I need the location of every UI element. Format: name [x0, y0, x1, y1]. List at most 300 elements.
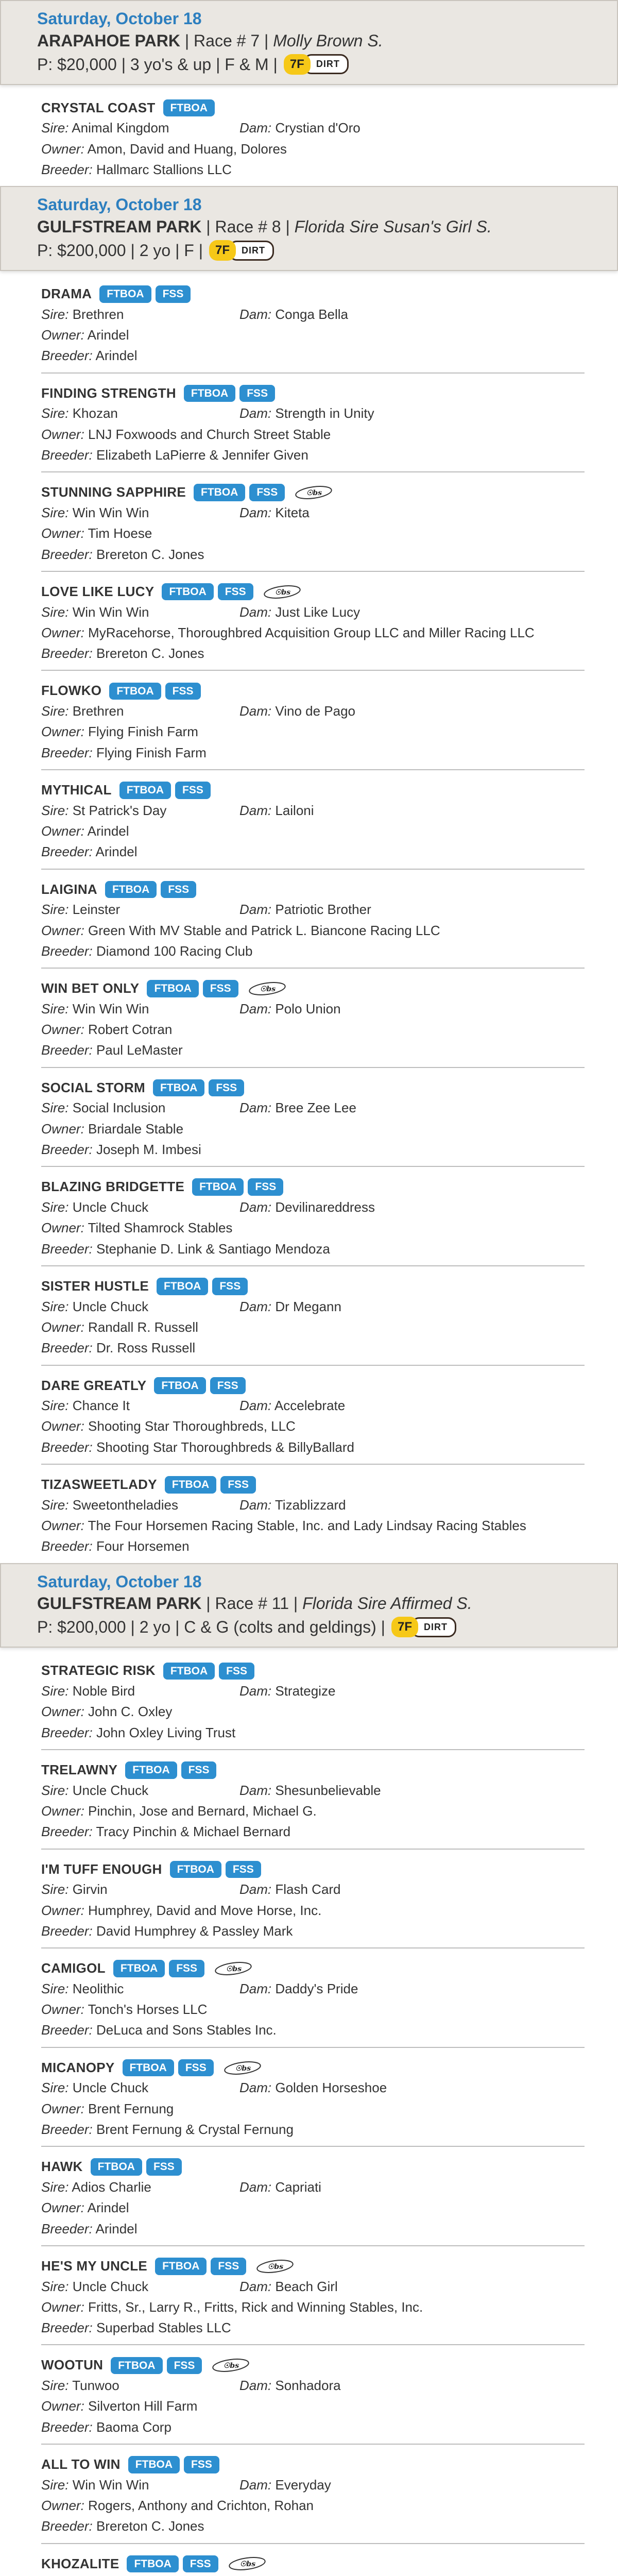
fss-badge: FSS: [146, 2158, 182, 2176]
owner-value: Robert Cotran: [88, 1022, 173, 1038]
owner-field: [41, 139, 585, 159]
owner-label: Owner:: [41, 823, 84, 839]
ftboa-badge: FTBOA: [163, 1663, 215, 1680]
dam-value: Beach Girl: [275, 2278, 338, 2294]
sire-value: Uncle Chuck: [72, 1199, 149, 1215]
owner-field: [41, 1317, 585, 1337]
separator: |: [206, 1594, 215, 1613]
sire-value: Social Inclusion: [72, 1100, 166, 1116]
horse-entry: [41, 969, 585, 1068]
sire-label: Sire:: [41, 2179, 69, 2195]
pedigree-row: [41, 2573, 585, 2576]
fss-badge: FSS: [218, 583, 253, 601]
race-number: Race # 11: [215, 1594, 289, 1613]
pedigree-row: [41, 117, 585, 138]
breeder-field: [41, 2218, 585, 2239]
breeder-field: [41, 2516, 585, 2536]
badge-group: [155, 2258, 295, 2275]
horse-name-row: [41, 1177, 585, 1197]
distance-badge: 7F: [391, 1617, 418, 1637]
sire-field: [41, 304, 239, 325]
separator: |: [293, 1594, 303, 1613]
sire-field: [41, 117, 239, 138]
horse-name-row: [41, 1959, 585, 1978]
sire-field: [41, 1495, 239, 1515]
owner-value: Arindel: [87, 823, 129, 839]
breeder-field: [41, 345, 585, 366]
sire-label: Sire:: [41, 2477, 69, 2493]
breeder-value: Arindel: [95, 348, 138, 364]
horse-name-row: [41, 98, 585, 118]
horse-name-row: [41, 979, 585, 998]
breeder-value: John Oxley Living Trust: [96, 1724, 236, 1740]
owner-label: Owner:: [41, 2200, 84, 2216]
horse-name-row: [41, 2355, 585, 2375]
sire-value: Leinster: [72, 902, 121, 918]
horse-name: SISTER HUSTLE: [41, 1278, 149, 1294]
pedigree-row: [41, 403, 585, 423]
pedigree-row: [41, 502, 585, 523]
horse-name: LAIGINA: [41, 881, 97, 897]
dam-value: Bree Zee Lee: [275, 1100, 356, 1116]
dam-value: Polo Union: [275, 1001, 341, 1016]
dam-label: Dam:: [239, 604, 272, 620]
sire-value: Win Win Win: [72, 2477, 149, 2493]
breeder-label: Breeder:: [41, 1824, 93, 1840]
race-name: Florida Sire Affirmed S.: [302, 1594, 472, 1613]
breeder-label: Breeder:: [41, 2419, 93, 2435]
owner-value: Amon, David and Huang, Dolores: [87, 141, 287, 157]
owner-value: Tilted Shamrock Stables: [88, 1220, 233, 1236]
fss-badge: FSS: [239, 385, 275, 402]
ftboa-badge: FTBOA: [105, 881, 157, 899]
dam-label: Dam:: [239, 1782, 272, 1798]
breeder-value: Joseph M. Imbesi: [96, 1142, 201, 1158]
owner-value: LNJ Foxwoods and Church Street Stable: [88, 426, 331, 442]
breeder-label: Breeder:: [41, 1439, 93, 1455]
owner-field: [41, 821, 585, 841]
horse-name-row: [41, 1661, 585, 1681]
race-title: [37, 1592, 608, 1615]
owner-value: Randall R. Russell: [88, 1319, 198, 1335]
fss-badge: FSS: [248, 1178, 283, 1196]
ftboa-badge: FTBOA: [184, 385, 235, 402]
owner-field: [41, 2297, 585, 2317]
breeder-label: Breeder:: [41, 1142, 93, 1158]
breeder-label: Breeder:: [41, 1538, 93, 1554]
horse-name: WIN BET ONLY: [41, 980, 140, 996]
horse-entry: [41, 88, 585, 187]
dam-field: [239, 998, 341, 1019]
fss-badge: FSS: [169, 1960, 204, 1977]
horse-name: HAWK: [41, 2159, 83, 2175]
dam-label: Dam:: [239, 1100, 272, 1116]
pedigree-row: [41, 899, 585, 920]
track-name: GULFSTREAM PARK: [37, 217, 202, 236]
sire-label: Sire:: [41, 504, 69, 520]
ftboa-badge: FTBOA: [99, 285, 151, 303]
breeder-field: [41, 941, 585, 961]
owner-field: [41, 1118, 585, 1139]
dam-field: [239, 2475, 331, 2495]
pedigree-row: [41, 998, 585, 1019]
svg-text:☉bs: ☉bs: [306, 489, 322, 498]
dam-value: Crystian d'Oro: [275, 120, 360, 136]
badge-group: [163, 1663, 259, 1680]
fss-badge: FSS: [175, 782, 211, 799]
horse-entry: [41, 1167, 585, 1266]
breeder-label: Breeder:: [41, 2320, 93, 2336]
svg-text:☉bs: ☉bs: [260, 985, 276, 994]
badge-group: [184, 385, 279, 402]
owner-label: Owner:: [41, 922, 84, 938]
breeder-value: DeLuca and Sons Stables Inc.: [96, 2022, 277, 2038]
dam-value: Just Like Lucy: [275, 604, 360, 620]
dam-value: Daddy's Pride: [275, 1980, 358, 1996]
breeder-value: Elizabeth LaPierre & Jennifer Given: [96, 447, 308, 463]
dam-field: [239, 2177, 321, 2197]
dam-value: Sonhadora: [275, 2378, 341, 2394]
race-name: Molly Brown S.: [273, 31, 383, 50]
horse-name-row: [41, 2554, 585, 2574]
breeder-field: [41, 1337, 585, 1358]
horse-entry: [41, 1465, 585, 1563]
horse-entry: [41, 671, 585, 770]
badge-group: [91, 2158, 186, 2176]
badge-group: [162, 583, 301, 601]
sire-label: Sire:: [41, 2080, 69, 2096]
horse-entry: [41, 472, 585, 572]
obs-sale-icon: [248, 981, 287, 996]
breeder-value: Arindel: [95, 844, 138, 860]
race-conditions-row: [37, 52, 608, 77]
sire-field: [41, 602, 239, 622]
separator: |: [184, 31, 194, 50]
dam-label: Dam:: [239, 2477, 272, 2493]
fss-badge: FSS: [165, 683, 201, 700]
sire-label: Sire:: [41, 2278, 69, 2294]
dam-label: Dam:: [239, 902, 272, 918]
dam-field: [239, 1495, 346, 1515]
dam-field: [239, 1296, 341, 1317]
breeder-label: Breeder:: [41, 1724, 93, 1740]
horse-entry: [41, 2147, 585, 2246]
dam-value: Flash Card: [275, 1882, 341, 1897]
ftboa-badge: FTBOA: [154, 1377, 205, 1395]
fss-badge: FSS: [181, 1761, 217, 1779]
svg-text:☉bs: ☉bs: [274, 588, 290, 597]
sire-field: [41, 2276, 239, 2297]
sire-label: Sire:: [41, 1001, 69, 1016]
sire-label: Sire:: [41, 1298, 69, 1314]
sire-label: Sire:: [41, 1782, 69, 1798]
separator: |: [285, 217, 295, 236]
obs-sale-icon: [228, 2556, 267, 2571]
sire-label: Sire:: [41, 802, 69, 818]
ftboa-badge: FTBOA: [91, 2158, 142, 2176]
dam-label: Dam:: [239, 1298, 272, 1314]
owner-label: Owner:: [41, 426, 84, 442]
sire-value: Tunwoo: [72, 2378, 119, 2394]
race-section: [0, 0, 618, 186]
surface-badge: DIRT: [411, 1617, 456, 1637]
owner-value: Shooting Star Thoroughbreds, LLC: [88, 1418, 296, 1434]
breeder-value: Dr. Ross Russell: [96, 1340, 196, 1356]
breeder-label: Breeder:: [41, 348, 93, 364]
dam-field: [239, 1681, 335, 1701]
owner-value: Tim Hoese: [88, 526, 152, 541]
track-name: GULFSTREAM PARK: [37, 1594, 202, 1613]
horse-name-row: [41, 880, 585, 900]
dam-field: [239, 2276, 338, 2297]
obs-sale-icon: [263, 585, 302, 599]
owner-value: Humphrey, David and Move Horse, Inc.: [88, 1902, 322, 1918]
dam-value: Accelebrate: [274, 1398, 346, 1414]
sire-field: [41, 998, 239, 1019]
pedigree-row: [41, 2077, 585, 2098]
owner-field: [41, 2495, 585, 2516]
breeder-value: Flying Finish Farm: [96, 744, 207, 760]
fss-badge: FSS: [183, 2555, 218, 2573]
sire-value: Khozan: [72, 405, 118, 421]
breeder-label: Breeder:: [41, 162, 93, 178]
sire-value: Adios Charlie: [72, 2179, 151, 2195]
dam-value: Vino de Pago: [275, 703, 356, 719]
owner-field: [41, 1999, 585, 2020]
sire-field: [41, 502, 239, 523]
svg-text:☉bs: ☉bs: [235, 2064, 251, 2073]
race-date: Saturday, October 18: [37, 195, 202, 214]
sire-field: [41, 1296, 239, 1317]
dam-value: Kiteta: [275, 504, 310, 520]
ftboa-badge: FTBOA: [165, 1476, 216, 1494]
horse-name: STUNNING SAPPHIRE: [41, 484, 186, 500]
breeder-field: [41, 2020, 585, 2040]
dam-field: [239, 701, 355, 721]
dam-label: Dam:: [239, 1199, 272, 1215]
dam-label: Dam:: [239, 2179, 272, 2195]
horse-name: BLAZING BRIDGETTE: [41, 1179, 185, 1195]
horse-entry: [41, 1068, 585, 1167]
sire-field: [41, 1681, 239, 1701]
sire-label: Sire:: [41, 1199, 69, 1215]
dam-field: [239, 2077, 387, 2098]
dam-value: Everyday: [275, 2477, 331, 2493]
horse-name: MYTHICAL: [41, 782, 112, 798]
owner-field: [41, 1019, 585, 1040]
fss-badge: FSS: [178, 2059, 214, 2077]
ftboa-badge: FTBOA: [123, 2059, 174, 2077]
horse-entry: [41, 2445, 585, 2544]
horse-name-row: [41, 2058, 585, 2078]
horse-list: [0, 274, 618, 1563]
horse-name-row: [41, 1475, 585, 1495]
pedigree-row: [41, 2177, 585, 2197]
badge-group: [170, 1861, 265, 1878]
dam-label: Dam:: [239, 1683, 272, 1699]
race-title: [37, 216, 608, 238]
horse-name-row: [41, 781, 585, 800]
owner-field: [41, 622, 585, 643]
owner-value: MyRacehorse, Thoroughbred Acquisition Group LLC and Miller Racing LLC: [88, 624, 535, 640]
dam-field: [239, 403, 374, 423]
sire-value: Brethren: [72, 306, 124, 322]
breeder-value: Brereton C. Jones: [96, 646, 204, 662]
breeder-field: [41, 544, 585, 565]
owner-field: [41, 2396, 585, 2416]
breeder-field: [41, 2317, 585, 2338]
separator: |: [206, 217, 215, 236]
badge-group: [163, 99, 219, 117]
fss-badge: FSS: [249, 484, 285, 501]
sire-label: Sire:: [41, 604, 69, 620]
badge-group: [127, 2555, 266, 2573]
horse-name-row: [41, 2157, 585, 2177]
sire-value: Uncle Chuck: [72, 2080, 149, 2096]
owner-field: [41, 1416, 585, 1436]
pedigree-row: [41, 701, 585, 721]
dam-field: [239, 2573, 370, 2576]
horse-entry: [41, 2544, 585, 2576]
badge-group: [192, 1178, 287, 1196]
race-conditions-row: [37, 238, 608, 263]
dam-value: Tizablizzard: [274, 1497, 346, 1513]
owner-field: [41, 721, 585, 742]
sire-field: [41, 1395, 239, 1416]
sire-value: Sweetontheladies: [72, 1497, 178, 1513]
sire-value: Win Win Win: [72, 1001, 149, 1016]
badge-group: [125, 1761, 220, 1779]
race-date: Saturday, October 18: [37, 1572, 202, 1591]
dam-label: Dam:: [239, 703, 272, 719]
breeder-value: David Humphrey & Passley Mark: [96, 1923, 293, 1939]
owner-field: [41, 1801, 585, 1821]
owner-label: Owner:: [41, 2498, 84, 2514]
owner-field: [41, 1701, 585, 1722]
sire-field: [41, 2475, 239, 2495]
horse-name: ALL TO WIN: [41, 2456, 121, 2472]
surface-badge: DIRT: [303, 54, 349, 74]
dam-field: [239, 1978, 358, 1999]
dam-label: Dam:: [239, 306, 272, 322]
breeder-label: Breeder:: [41, 2221, 93, 2236]
dam-field: [239, 1097, 356, 1118]
horse-name: HE'S MY UNCLE: [41, 2258, 148, 2274]
dam-field: [239, 800, 314, 821]
fss-badge: FSS: [156, 285, 191, 303]
badge-group: [154, 1377, 249, 1395]
breeder-field: [41, 1921, 585, 1941]
badge-group: [128, 2456, 224, 2473]
breeder-label: Breeder:: [41, 2518, 93, 2534]
dam-field: [239, 1395, 345, 1416]
dam-value: Conga Bella: [275, 306, 349, 322]
owner-value: Fritts, Sr., Larry R., Fritts, Rick and Winning Stables, Inc.: [88, 2299, 423, 2315]
sire-label: Sire:: [41, 120, 69, 136]
race-number: Race # 8: [215, 217, 281, 236]
horse-name: DRAMA: [41, 286, 92, 302]
sire-field: [41, 403, 239, 423]
ftboa-badge: FTBOA: [170, 1861, 221, 1878]
badge-group: [165, 1476, 260, 1494]
owner-value: Silverton Hill Farm: [88, 2398, 198, 2414]
horse-name: TRELAWNY: [41, 1762, 118, 1778]
owner-field: [41, 1515, 585, 1536]
horse-entry: [41, 572, 585, 671]
owner-value: Rogers, Anthony and Crichton, Rohan: [88, 2498, 314, 2514]
race-conditions: P: $200,000 | 2 yo | F |: [37, 241, 203, 260]
obs-sale-icon: [223, 2061, 262, 2075]
ftboa-badge: FTBOA: [113, 1960, 165, 1977]
ftboa-badge: FTBOA: [157, 1278, 208, 1295]
sire-field: [41, 701, 239, 721]
breeder-label: Breeder:: [41, 1923, 93, 1939]
breeder-field: [41, 1722, 585, 1743]
breeder-label: Breeder:: [41, 2122, 93, 2138]
sire-field: [41, 1879, 239, 1900]
distance-surface-pill: [284, 54, 349, 75]
horse-name-row: [41, 1277, 585, 1296]
svg-text:☉bs: ☉bs: [224, 2362, 239, 2370]
race-conditions: P: $20,000 | 3 yo's & up | F & M |: [37, 55, 278, 74]
obs-sale-icon: [255, 2259, 295, 2274]
race-header: [0, 0, 618, 85]
dam-value: Devilinareddress: [275, 1199, 375, 1215]
ftboa-badge: FTBOA: [127, 2555, 178, 2573]
svg-text:☉bs: ☉bs: [268, 2262, 284, 2271]
sire-field: [41, 1197, 239, 1217]
race-conditions-row: [37, 1615, 608, 1639]
breeder-field: [41, 2417, 585, 2437]
owner-label: Owner:: [41, 1319, 84, 1335]
horse-name-row: [41, 483, 585, 502]
dam-label: Dam:: [239, 1882, 272, 1897]
pedigree-row: [41, 1097, 585, 1118]
dam-value: Strategize: [275, 1683, 336, 1699]
dam-label: Dam:: [239, 802, 272, 818]
breeder-field: [41, 1821, 585, 1842]
dam-label: Dam:: [239, 1497, 272, 1513]
dam-field: [239, 1879, 341, 1900]
owner-field: [41, 920, 585, 941]
dam-field: [239, 1780, 381, 1801]
owner-field: [41, 2197, 585, 2218]
breeder-value: Baoma Corp: [96, 2419, 171, 2435]
owner-label: Owner:: [41, 1902, 84, 1918]
dam-field: [239, 2375, 341, 2396]
owner-label: Owner:: [41, 327, 84, 343]
breeder-label: Breeder:: [41, 943, 93, 959]
horse-entry: [41, 870, 585, 969]
owner-field: [41, 1217, 585, 1238]
badge-group: [113, 1960, 253, 1977]
dam-label: Dam:: [239, 1398, 272, 1414]
sire-label: Sire:: [41, 2378, 69, 2394]
svg-text:☉bs: ☉bs: [226, 1965, 242, 1974]
sire-value: Neolithic: [72, 1980, 124, 1996]
breeder-label: Breeder:: [41, 447, 93, 463]
breeder-label: Breeder:: [41, 744, 93, 760]
owner-field: [41, 424, 585, 445]
horse-name-row: [41, 1860, 585, 1879]
sire-label: Sire:: [41, 1882, 69, 1897]
sire-label: Sire:: [41, 902, 69, 918]
breeder-value: Tracy Pinchin & Michael Bernard: [96, 1824, 291, 1840]
dam-label: Dam:: [239, 2278, 272, 2294]
pedigree-row: [41, 1681, 585, 1701]
dam-label: Dam:: [239, 2080, 272, 2096]
owner-label: Owner:: [41, 724, 84, 740]
